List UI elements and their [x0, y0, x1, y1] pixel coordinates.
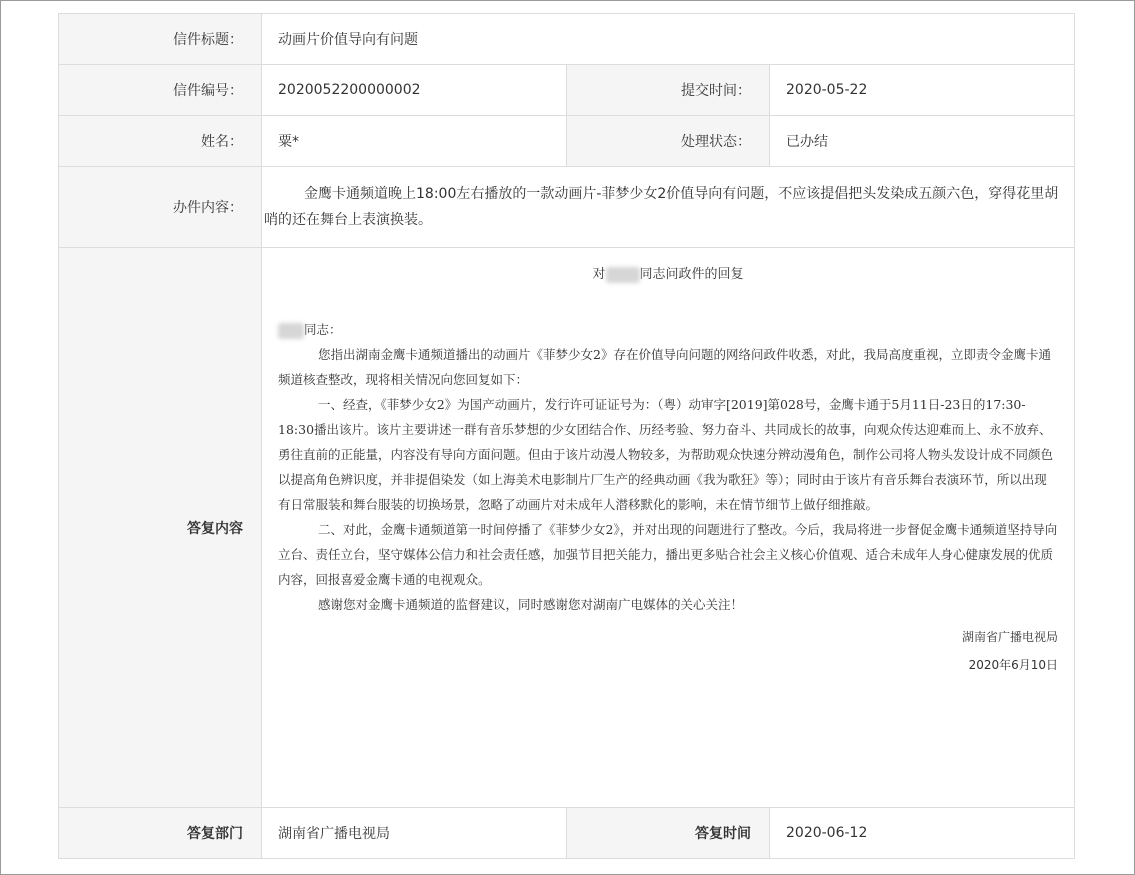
reply-title-suffix: 同志问政件的回复 [639, 267, 744, 282]
name-label: 姓名： [59, 116, 262, 167]
redacted-name [278, 323, 304, 339]
content-label: 办件内容： [59, 167, 262, 248]
reply-time-value: 2020-06-12 [770, 808, 1075, 859]
reply-body [262, 248, 1074, 715]
row-number [59, 65, 1075, 116]
submit-time-label: 提交时间： [567, 65, 770, 116]
reply-signature: 湖南省广播电视局 [962, 630, 1059, 644]
redacted-name [606, 267, 640, 283]
dept-value: 湖南省广播电视局 [262, 808, 567, 859]
number-value: 2020052200000002 [262, 65, 567, 116]
reply-date: 2020年6月10日 [968, 658, 1059, 672]
name-value: 粟* [262, 116, 567, 167]
row-footer [59, 808, 1075, 859]
status-value: 已办结 [770, 116, 1075, 167]
reply-paragraph: 感谢您对金鹰卡通频道的监督建议，同时感谢您对湖南广电媒体的关心关注！ [318, 597, 744, 612]
row-name [59, 116, 1075, 167]
reply-title [278, 262, 1058, 287]
reply-paragraph: 一、经查，《菲梦少女2》为国产动画片，发行许可证证号为：（粤）动审字[2019]第028号，金鹰卡通于5月11日-23日的17:30-18:30播出该片。该片主要讲述一群有音乐梦想的少女团结合作、历经考验、努力奋斗、共同成长的故事，向观众传达迎难而上、永不放弃、勇往直前的正能量，内容没有导向方面问题。但由于该片动漫人物较多，为帮助观众快速分辨动漫角色，制作公司将人物头发设计成不同颜色以提高角色辨识度，并非提倡染发（如上海美术电影制片厂生产的经典动画《我为歌狂》等）；同时由于该片有音乐舞台表演环节，所以出现有日常服装和舞台服装的切换场景，忽略了动画片对未成年人潜移默化的影响，未在情节细节上做仔细推敲。 [278, 397, 1054, 512]
reply-title-prefix: 对 [592, 267, 606, 282]
title-label: 信件标题： [59, 14, 262, 65]
dept-label: 答复部门 [59, 808, 262, 859]
submit-time-value: 2020-05-22 [770, 65, 1075, 116]
reply-label: 答复内容 [59, 248, 262, 808]
number-label: 信件编号： [59, 65, 262, 116]
reply-paragraph: 您指出湖南金鹰卡通频道播出的动画片《菲梦少女2》存在价值导向问题的网络问政件收悉，对此，我局高度重视，立即责令金鹰卡通频道核查整改，现将相关情况向您回复如下： [278, 347, 1051, 387]
content-value: 金鹰卡通频道晚上18:00左右播放的一款动画片-菲梦少女2价值导向有问题，不应该提倡把头发染成五颜六色，穿得花里胡哨的还在舞台上表演换装。 [264, 186, 1059, 228]
salutation-text: 同志： [304, 322, 342, 337]
reply-paragraph: 二、对此，金鹰卡通频道第一时间停播了《菲梦少女2》，并对出现的问题进行了整改。今后，我局将进一步督促金鹰卡通频道坚持导向立台、责任立台，坚守媒体公信力和社会责任感，加强节目把关能力，播出更多贴合社会主义核心价值观、适合未成年人身心健康发展的优质内容，回报喜爱金鹰卡通的电视观众。 [278, 522, 1058, 587]
row-reply [59, 248, 1075, 808]
reply-salutation [278, 317, 1058, 342]
row-content [59, 167, 1075, 248]
title-value: 动画片价值导向有问题 [262, 14, 1075, 65]
status-label: 处理状态： [567, 116, 770, 167]
reply-time-label: 答复时间 [567, 808, 770, 859]
content-cell [262, 167, 1075, 248]
row-title [59, 14, 1075, 65]
reply-cell [262, 248, 1075, 808]
letter-detail-table [58, 13, 1075, 859]
